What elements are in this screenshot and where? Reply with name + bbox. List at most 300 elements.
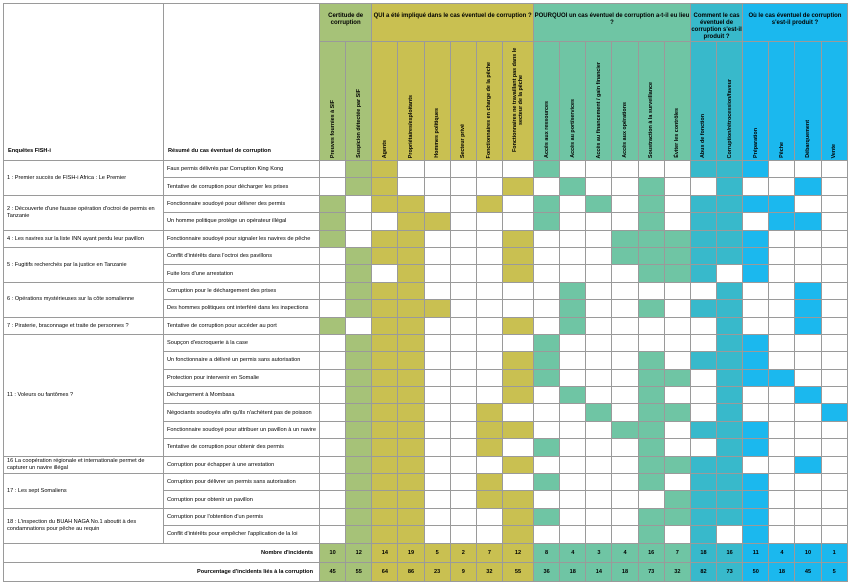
marked-cell xyxy=(717,456,743,473)
marked-cell xyxy=(346,161,372,178)
column-header-label: Suspicion détectée par SIF xyxy=(355,89,362,158)
empty-cell xyxy=(821,178,847,195)
marked-cell xyxy=(690,352,716,369)
empty-cell xyxy=(450,334,476,351)
empty-cell xyxy=(821,300,847,317)
empty-cell xyxy=(424,404,450,421)
percentage-row-value: 64 xyxy=(372,562,398,581)
empty-cell xyxy=(586,491,612,508)
case-summary: Corruption pour obtenir un pavillon xyxy=(164,491,320,508)
marked-cell xyxy=(795,282,821,299)
column-header xyxy=(560,42,586,161)
marked-cell xyxy=(743,526,769,543)
empty-cell xyxy=(664,213,690,230)
marked-cell xyxy=(372,369,398,386)
marked-cell xyxy=(612,421,638,438)
marked-cell xyxy=(743,230,769,247)
marked-cell xyxy=(502,247,533,264)
empty-cell xyxy=(664,421,690,438)
percentage-row-value: 18 xyxy=(612,562,638,581)
case-summary: Fonctionnaire soudoyé pour attribuer un pavillon à un navire xyxy=(164,421,320,438)
marked-cell xyxy=(372,526,398,543)
marked-cell xyxy=(398,195,424,212)
marked-cell xyxy=(795,456,821,473)
table-row xyxy=(4,195,848,212)
empty-cell xyxy=(769,247,795,264)
empty-cell xyxy=(612,369,638,386)
marked-cell xyxy=(743,491,769,508)
marked-cell xyxy=(717,352,743,369)
column-header xyxy=(346,42,372,161)
table-row xyxy=(4,282,848,299)
investigation-label: 1 : Premier succès de FISH-i Africa : Le Premier xyxy=(4,161,164,196)
marked-cell xyxy=(398,213,424,230)
marked-cell xyxy=(534,161,560,178)
marked-cell xyxy=(398,474,424,491)
empty-cell xyxy=(795,161,821,178)
percentage-row-value: 23 xyxy=(424,562,450,581)
count-row-value: 12 xyxy=(502,543,533,562)
marked-cell xyxy=(690,526,716,543)
column-header-label: Agents xyxy=(381,139,388,158)
marked-cell xyxy=(638,213,664,230)
marked-cell xyxy=(372,352,398,369)
empty-cell xyxy=(560,421,586,438)
empty-cell xyxy=(664,352,690,369)
empty-cell xyxy=(717,265,743,282)
investigation-label: 16 La coopération régionale et internationale permet de capturer un navire illégal xyxy=(4,456,164,473)
marked-cell xyxy=(534,508,560,525)
marked-cell xyxy=(717,508,743,525)
empty-cell xyxy=(612,195,638,212)
marked-cell xyxy=(346,334,372,351)
marked-cell xyxy=(638,387,664,404)
empty-cell xyxy=(586,352,612,369)
empty-cell xyxy=(560,439,586,456)
count-row-value: 12 xyxy=(346,543,372,562)
empty-cell xyxy=(320,352,346,369)
empty-cell xyxy=(476,387,502,404)
empty-cell xyxy=(586,247,612,264)
table-row xyxy=(4,247,848,264)
empty-cell xyxy=(638,334,664,351)
empty-cell xyxy=(612,213,638,230)
column-header xyxy=(638,42,664,161)
marked-cell xyxy=(534,439,560,456)
marked-cell xyxy=(743,439,769,456)
case-summary: Conflit d'intérêts pour empêcher l'application de la loi xyxy=(164,526,320,543)
empty-cell xyxy=(717,526,743,543)
empty-cell xyxy=(769,439,795,456)
marked-cell xyxy=(346,508,372,525)
count-row-value: 4 xyxy=(612,543,638,562)
empty-cell xyxy=(664,161,690,178)
empty-cell xyxy=(476,247,502,264)
marked-cell xyxy=(664,404,690,421)
empty-cell xyxy=(320,387,346,404)
empty-cell xyxy=(664,317,690,334)
investigation-label: 5 : Fugitifs recherchés par la justice en Tanzanie xyxy=(4,247,164,282)
marked-cell xyxy=(502,456,533,473)
empty-cell xyxy=(424,230,450,247)
empty-cell xyxy=(560,508,586,525)
column-header xyxy=(664,42,690,161)
marked-cell xyxy=(717,161,743,178)
empty-cell xyxy=(502,300,533,317)
empty-cell xyxy=(424,317,450,334)
empty-cell xyxy=(743,213,769,230)
marked-cell xyxy=(502,387,533,404)
marked-cell xyxy=(690,456,716,473)
empty-cell xyxy=(450,439,476,456)
empty-cell xyxy=(821,213,847,230)
empty-cell xyxy=(638,282,664,299)
marked-cell xyxy=(690,508,716,525)
empty-cell xyxy=(560,161,586,178)
empty-cell xyxy=(560,230,586,247)
marked-cell xyxy=(638,456,664,473)
marked-cell xyxy=(638,369,664,386)
case-summary: Corruption pour le déchargement des prises xyxy=(164,282,320,299)
empty-cell xyxy=(664,282,690,299)
column-header-label: Débarquement xyxy=(805,120,812,158)
empty-cell xyxy=(424,195,450,212)
marked-cell xyxy=(398,439,424,456)
column-header-label: Accès au financement / gain financier xyxy=(595,61,602,158)
marked-cell xyxy=(502,491,533,508)
marked-cell xyxy=(638,265,664,282)
empty-cell xyxy=(743,317,769,334)
empty-cell xyxy=(476,213,502,230)
column-header xyxy=(769,42,795,161)
empty-cell xyxy=(743,387,769,404)
marked-cell xyxy=(346,369,372,386)
empty-cell xyxy=(560,369,586,386)
percentage-row-value: 55 xyxy=(502,562,533,581)
marked-cell xyxy=(346,404,372,421)
marked-cell xyxy=(346,282,372,299)
empty-cell xyxy=(476,300,502,317)
empty-cell xyxy=(769,265,795,282)
empty-cell xyxy=(769,508,795,525)
empty-cell xyxy=(795,439,821,456)
empty-cell xyxy=(476,282,502,299)
marked-cell xyxy=(320,317,346,334)
marked-cell xyxy=(560,387,586,404)
column-header-label: Accès aux opérations xyxy=(622,102,629,158)
case-summary: Fuite lors d'une arrestation xyxy=(164,265,320,282)
marked-cell xyxy=(502,369,533,386)
empty-cell xyxy=(821,247,847,264)
marked-cell xyxy=(664,508,690,525)
marked-cell xyxy=(690,474,716,491)
count-row-value: 18 xyxy=(690,543,716,562)
marked-cell xyxy=(320,213,346,230)
marked-cell xyxy=(476,404,502,421)
empty-cell xyxy=(743,282,769,299)
column-header-label: Abus de fonction xyxy=(700,113,707,158)
empty-cell xyxy=(424,161,450,178)
empty-cell xyxy=(769,317,795,334)
percentage-row-value: 5 xyxy=(821,562,847,581)
marked-cell xyxy=(346,178,372,195)
marked-cell xyxy=(769,369,795,386)
empty-cell xyxy=(612,282,638,299)
marked-cell xyxy=(398,387,424,404)
marked-cell xyxy=(372,456,398,473)
empty-cell xyxy=(612,265,638,282)
marked-cell xyxy=(372,491,398,508)
empty-cell xyxy=(769,178,795,195)
case-summary: Corruption pour échapper à une arrestation xyxy=(164,456,320,473)
empty-cell xyxy=(586,300,612,317)
empty-cell xyxy=(821,161,847,178)
case-summary: Fonctionnaire soudoyé pour signaler les navires de pêche xyxy=(164,230,320,247)
empty-cell xyxy=(795,247,821,264)
empty-cell xyxy=(502,195,533,212)
marked-cell xyxy=(717,421,743,438)
empty-cell xyxy=(795,404,821,421)
empty-cell xyxy=(769,282,795,299)
marked-cell xyxy=(372,508,398,525)
empty-cell xyxy=(424,369,450,386)
empty-cell xyxy=(534,526,560,543)
marked-cell xyxy=(664,247,690,264)
empty-cell xyxy=(690,404,716,421)
marked-cell xyxy=(717,195,743,212)
empty-cell xyxy=(690,439,716,456)
marked-cell xyxy=(372,178,398,195)
marked-cell xyxy=(717,230,743,247)
column-header xyxy=(690,42,716,161)
marked-cell xyxy=(372,161,398,178)
count-row-value: 4 xyxy=(769,543,795,562)
marked-cell xyxy=(372,421,398,438)
marked-cell xyxy=(717,300,743,317)
empty-cell xyxy=(346,230,372,247)
empty-cell xyxy=(502,213,533,230)
empty-cell xyxy=(638,491,664,508)
marked-cell xyxy=(372,247,398,264)
table-row xyxy=(4,456,848,473)
empty-cell xyxy=(586,178,612,195)
case-summary: Protection pour intervenir en Somalie xyxy=(164,369,320,386)
marked-cell xyxy=(476,491,502,508)
empty-cell xyxy=(795,334,821,351)
group-header-qui: QUI a été impliqué dans le cas éventuel de corruption ? xyxy=(372,4,534,42)
marked-cell xyxy=(398,404,424,421)
marked-cell xyxy=(476,421,502,438)
empty-cell xyxy=(769,491,795,508)
empty-cell xyxy=(476,178,502,195)
empty-cell xyxy=(476,352,502,369)
empty-cell xyxy=(821,456,847,473)
empty-cell xyxy=(612,474,638,491)
empty-cell xyxy=(450,387,476,404)
empty-cell xyxy=(450,178,476,195)
investigation-label: 11 : Voleurs ou fantômes ? xyxy=(4,334,164,456)
empty-cell xyxy=(795,421,821,438)
marked-cell xyxy=(690,230,716,247)
marked-cell xyxy=(502,508,533,525)
marked-cell xyxy=(717,247,743,264)
empty-cell xyxy=(769,456,795,473)
empty-cell xyxy=(612,508,638,525)
empty-cell xyxy=(586,334,612,351)
count-row-value: 16 xyxy=(717,543,743,562)
count-row-value: 7 xyxy=(476,543,502,562)
empty-cell xyxy=(450,195,476,212)
empty-cell xyxy=(320,282,346,299)
empty-cell xyxy=(560,404,586,421)
empty-cell xyxy=(612,387,638,404)
marked-cell xyxy=(560,282,586,299)
investigation-label: 18 : L'inspection du BUAH NAGA No.1 aboutit à des condamnations pour pêche au requin xyxy=(4,508,164,543)
column-header xyxy=(424,42,450,161)
marked-cell xyxy=(690,161,716,178)
empty-cell xyxy=(476,161,502,178)
marked-cell xyxy=(664,265,690,282)
marked-cell xyxy=(638,439,664,456)
marked-cell xyxy=(612,247,638,264)
marked-cell xyxy=(717,491,743,508)
empty-cell xyxy=(398,178,424,195)
column-header-label: Propriétaires/exploitants xyxy=(407,94,414,158)
empty-cell xyxy=(320,178,346,195)
empty-cell xyxy=(424,247,450,264)
empty-cell xyxy=(795,491,821,508)
marked-cell xyxy=(690,300,716,317)
marked-cell xyxy=(690,195,716,212)
marked-cell xyxy=(769,195,795,212)
summary-header: Résumé du cas éventuel de corruption xyxy=(164,4,320,161)
marked-cell xyxy=(372,439,398,456)
empty-cell xyxy=(612,404,638,421)
column-header xyxy=(502,42,533,161)
marked-cell xyxy=(534,369,560,386)
table-row xyxy=(4,474,848,491)
marked-cell xyxy=(476,439,502,456)
column-header xyxy=(476,42,502,161)
empty-cell xyxy=(560,195,586,212)
empty-cell xyxy=(612,317,638,334)
empty-cell xyxy=(502,282,533,299)
empty-cell xyxy=(424,352,450,369)
empty-cell xyxy=(769,230,795,247)
marked-cell xyxy=(638,508,664,525)
column-header-label: Soustraction à la surveillance xyxy=(648,81,655,158)
marked-cell xyxy=(502,230,533,247)
marked-cell xyxy=(398,247,424,264)
empty-cell xyxy=(450,526,476,543)
empty-cell xyxy=(769,300,795,317)
empty-cell xyxy=(769,526,795,543)
empty-cell xyxy=(612,491,638,508)
empty-cell xyxy=(769,474,795,491)
count-row-value: 8 xyxy=(534,543,560,562)
marked-cell xyxy=(398,456,424,473)
empty-cell xyxy=(821,282,847,299)
marked-cell xyxy=(398,334,424,351)
count-row-value: 4 xyxy=(560,543,586,562)
investigation-label: 4 : Les navires sur la liste INN ayant perdu leur pavillon xyxy=(4,230,164,247)
empty-cell xyxy=(612,178,638,195)
marked-cell xyxy=(612,230,638,247)
empty-cell xyxy=(346,213,372,230)
marked-cell xyxy=(346,352,372,369)
count-row-value: 10 xyxy=(320,543,346,562)
empty-cell xyxy=(795,508,821,525)
case-summary: Un homme politique protège un opérateur illégal xyxy=(164,213,320,230)
empty-cell xyxy=(502,334,533,351)
marked-cell xyxy=(795,317,821,334)
percentage-row-value: 18 xyxy=(560,562,586,581)
percentage-row-value: 45 xyxy=(795,562,821,581)
empty-cell xyxy=(320,421,346,438)
percentage-row-value: 73 xyxy=(717,562,743,581)
marked-cell xyxy=(320,195,346,212)
empty-cell xyxy=(664,439,690,456)
marked-cell xyxy=(346,387,372,404)
case-summary: Un fonctionnaire a délivré un permis sans autorisation xyxy=(164,352,320,369)
case-summary: Conflit d'intérêts dans l'octroi des pavillons xyxy=(164,247,320,264)
marked-cell xyxy=(586,195,612,212)
empty-cell xyxy=(586,387,612,404)
count-row-value: 11 xyxy=(743,543,769,562)
empty-cell xyxy=(450,247,476,264)
empty-cell xyxy=(450,265,476,282)
empty-cell xyxy=(534,230,560,247)
marked-cell xyxy=(534,195,560,212)
marked-cell xyxy=(346,474,372,491)
percentage-row-value: 14 xyxy=(586,562,612,581)
marked-cell xyxy=(743,508,769,525)
marked-cell xyxy=(717,404,743,421)
marked-cell xyxy=(398,352,424,369)
empty-cell xyxy=(586,230,612,247)
marked-cell xyxy=(476,195,502,212)
column-header-label: Fonctionnaires en charge de la pêche xyxy=(486,61,493,158)
empty-cell xyxy=(795,195,821,212)
empty-cell xyxy=(612,352,638,369)
empty-cell xyxy=(664,526,690,543)
empty-cell xyxy=(586,317,612,334)
marked-cell xyxy=(502,421,533,438)
case-summary: Corruption pour l'obtention d'un permis xyxy=(164,508,320,525)
empty-cell xyxy=(560,474,586,491)
case-summary: Corruption pour délivrer un permis sans autorisation xyxy=(164,474,320,491)
empty-cell xyxy=(450,282,476,299)
empty-cell xyxy=(476,334,502,351)
marked-cell xyxy=(638,474,664,491)
marked-cell xyxy=(690,265,716,282)
marked-cell xyxy=(502,178,533,195)
empty-cell xyxy=(586,474,612,491)
marked-cell xyxy=(717,387,743,404)
investigation-label: 17 : Les sept Somaliens xyxy=(4,474,164,509)
percentage-row-value: 36 xyxy=(534,562,560,581)
empty-cell xyxy=(638,161,664,178)
count-row-value: 5 xyxy=(424,543,450,562)
percentage-row-value: 50 xyxy=(743,562,769,581)
marked-cell xyxy=(743,265,769,282)
empty-cell xyxy=(769,404,795,421)
empty-cell xyxy=(664,300,690,317)
empty-cell xyxy=(424,508,450,525)
empty-cell xyxy=(586,161,612,178)
column-header-label: Corruption/rétrocession/faveur xyxy=(726,78,733,158)
marked-cell xyxy=(372,474,398,491)
